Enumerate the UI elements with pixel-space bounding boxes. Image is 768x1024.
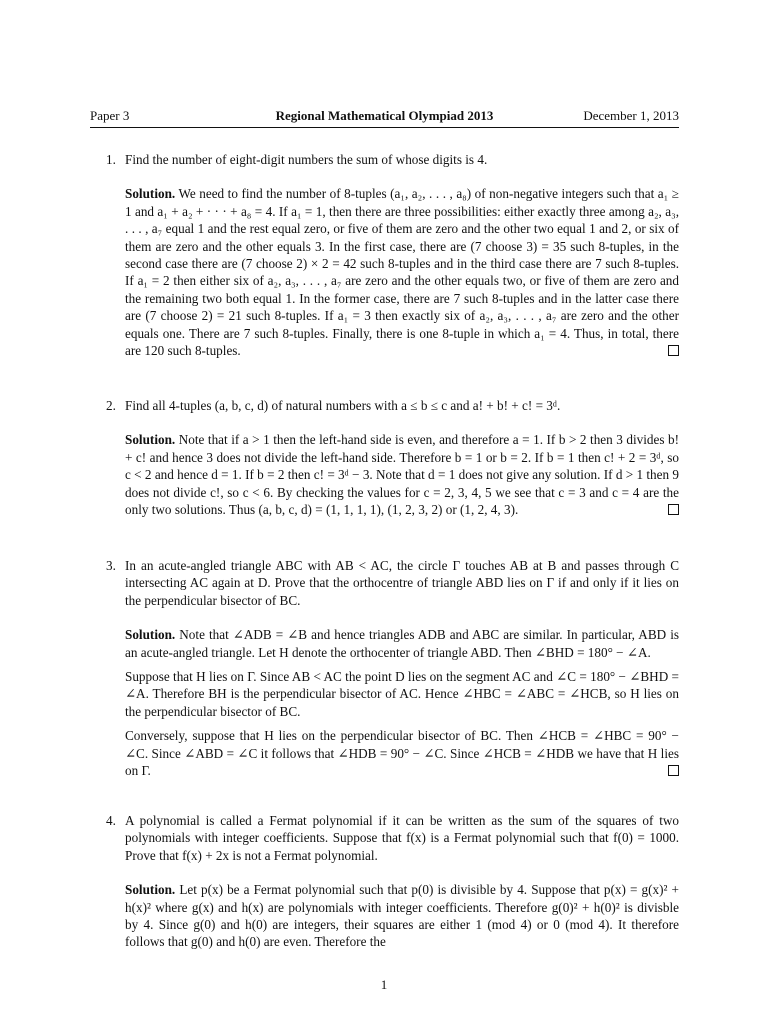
solution-text: Note that if a > 1 then the left-hand side is even, and therefore a = 1. If b > 2 then 3 divides b! + c! and hence 3 does not divide the left-hand side. Therefore b = 1 or b = 2. If b = 1 then c! + 2 = 3ᵈ, so c < 2 and hence d = 1. If b = 2 then c! = 3ᵈ − 3. Note that d = 1 does not give any solution. If d > 1 then 9 does not divide c!, so c < 6. By checking the values for c = 2, 3, 4, 5 we see that c = 3 and c = 4 are the only two solutions. Thus (a, b, c, d) = (1, 1, 1, 1), (1, 2, 3, 2) or (1, 2, 4, 3). <box>125 432 679 518</box>
solution-paragraph: Suppose that H lies on Γ. Since AB < AC the point D lies on the segment AC and ∠C = 180° − ∠BHD = ∠A. Therefore BH is the perpendicular bisector of AC. Hence ∠HBC = ∠ABC = ∠HCB, so H lies on the perpendicular bisector of BC. <box>125 669 679 719</box>
solution-label: Solution. <box>125 882 176 898</box>
header-rule <box>90 127 679 128</box>
problem-4 <box>106 812 679 951</box>
solution-paragraph <box>125 185 679 359</box>
problem-number: 4. <box>106 813 116 828</box>
solution-text: We need to find the number of 8-tuples (a₁, a₂, . . . , a₈) of non-negative integers such that a₁ ≥ 1 and a₁ + a₂ + · · · + a₈ = 4. If a₁ = 1, then there are three possibilities: either exactly three among a₂, a₃, . . . , a₇ equal 1 and the rest equal zero, or five of them are zero and the other two equal 1 and 2, or six of them are zero and the other equals 3. In the first case, there are (7 choose 3) = 35 such 8-tuples, in the second case there are (7 choose 2) × 2 = 42 such 8-tuples and in the third case there are 7 such 8-tuples. If a₁ = 2 then either six of a₂, a₃, . . . , a₇ are zero and the other equals two, or five of them are zero and the remaining two both equal 1. In the former case, there are 7 such 8-tuples and in the latter case there are (7 choose 2) = 21 such 8-tuples. If a₁ = 3 then exactly six of a₂, a₃, . . . , a₇ are zero and the other equals one. There are 7 such 8-tuples. Finally, there is one 8-tuple in which a₁ = 4. Thus, in total, there are 120 such 8-tuples. <box>125 186 679 359</box>
solution <box>125 431 679 518</box>
problem-statement: Find the number of eight-digit numbers the sum of whose digits is 4. <box>125 152 488 167</box>
paper-label: Paper 3 <box>90 108 130 123</box>
solution-text: Note that ∠ADB = ∠B and hence triangles ADB and ABC are similar. In particular, ABD is an acute-angled triangle. Let H denote the orthocenter of triangle ABD. Then ∠BHD = 180° − ∠A. <box>125 627 679 660</box>
problem-number: 2. <box>106 398 116 413</box>
page-number: 1 <box>380 977 388 992</box>
solution <box>125 626 679 779</box>
solution-paragraph <box>125 431 679 518</box>
solution-paragraph: Conversely, suppose that H lies on the perpendicular bisector of BC. Then ∠HCB = ∠HBC = 90° − ∠C. Since ∠ABD = ∠C it follows that ∠HDB = 90° − ∠C. Since ∠HCB = ∠HDB we have that H lies on Γ. <box>125 728 679 779</box>
problem-1 <box>106 151 679 359</box>
problem-number: 1. <box>106 152 116 167</box>
solution-label: Solution. <box>125 432 176 448</box>
qed-box-icon <box>668 765 679 776</box>
solution-paragraph <box>125 626 679 661</box>
solution-paragraph <box>125 881 679 951</box>
solution-label: Solution. <box>125 186 176 202</box>
problem-3 <box>106 557 679 779</box>
problem-statement: A polynomial is called a Fermat polynomial if it can be written as the sum of the squares of two polynomials with integer coefficients. Suppose that f(x) is a Fermat polynomial such that f(0) = 1000. Prove that f(x) + 2x is not a Fermat polynomial. <box>125 813 679 863</box>
exam-title: Regional Mathematical Olympiad 2013 <box>275 108 494 123</box>
problem-statement: Find all 4-tuples (a, b, c, d) of natural numbers with a ≤ b ≤ c and a! + b! + c! = 3ᵈ. <box>125 398 561 413</box>
page-header <box>90 108 679 126</box>
qed-box-icon <box>668 504 679 515</box>
exam-date: December 1, 2013 <box>583 108 679 123</box>
solution <box>125 185 679 359</box>
solution-label: Solution. <box>125 627 176 643</box>
problem-statement: In an acute-angled triangle ABC with AB < AC, the circle Γ touches AB at B and passes through C intersecting AC again at D. Prove that the orthocentre of triangle ABD lies on Γ if and only if it lies on the perpendicular bisector of BC. <box>125 558 679 608</box>
qed-box-icon <box>668 345 679 356</box>
solution-text: Let p(x) be a Fermat polynomial such that p(0) is divisible by 4. Suppose that p(x) = g(x)² + h(x)² where g(x) and h(x) are polynomials with integer coefficients. Therefore g(0)² + h(0)² is divisble by 4. Since g(0) and h(0) are integers, their squares are either 1 (mod 4) or 0 (mod 4). It therefore follows that g(0) and h(0) are even. Therefore the <box>125 882 679 950</box>
problem-2 <box>106 397 679 518</box>
solution <box>125 881 679 951</box>
problem-number: 3. <box>106 558 116 573</box>
